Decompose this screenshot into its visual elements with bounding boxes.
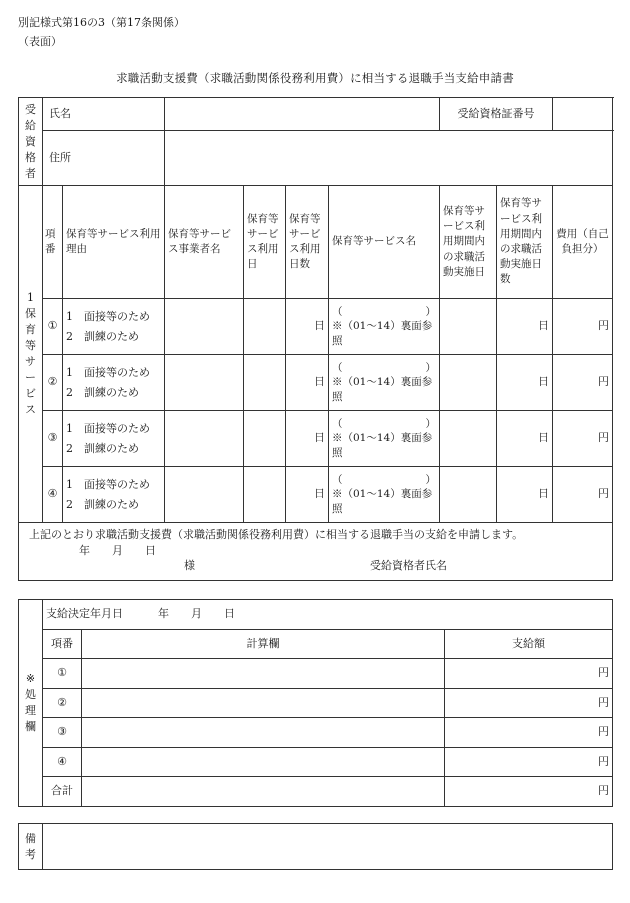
amount-field[interactable]: 円 — [445, 659, 613, 689]
col-service-name-header: 保育等サービス名 — [329, 186, 440, 299]
use-date-field[interactable] — [244, 467, 286, 523]
col-reason-header: 保育等サービス利用理由 — [63, 186, 165, 299]
row-number: ① — [43, 299, 63, 355]
calc-field[interactable] — [82, 689, 445, 718]
amount-field[interactable]: 円 — [445, 748, 613, 777]
table-row — [19, 355, 613, 411]
form-title: 求職活動支援費（求職活動関係役務利用費）に相当する退職手当支給申請書 — [116, 71, 514, 85]
col-use-days-header: 保育等サービス利用日数 — [286, 186, 329, 299]
use-date-field[interactable] — [244, 299, 286, 355]
proc-col-no-header: 項番 — [43, 630, 82, 659]
proc-row-number: ④ — [43, 748, 82, 777]
use-days-field[interactable]: 日 — [286, 467, 329, 523]
proc-row-number: ② — [43, 689, 82, 718]
use-date-field[interactable] — [244, 355, 286, 411]
processing-table — [18, 599, 613, 807]
decision-date-row — [43, 600, 613, 630]
proc-col-amount-header: 支給額 — [445, 630, 613, 659]
calc-field[interactable] — [82, 718, 445, 748]
col-no-header: 項番 — [43, 186, 63, 299]
name-label: 氏名 — [43, 98, 165, 131]
activity-days-field[interactable]: 日 — [497, 355, 553, 411]
cost-field[interactable]: 円 — [553, 299, 613, 355]
col-provider-header: 保育等サービス事業者名 — [165, 186, 244, 299]
activity-days-field[interactable]: 日 — [497, 467, 553, 523]
provider-field[interactable] — [165, 467, 244, 523]
childcare-section-label: 1 保 育 等 サ ー ビ ス — [19, 186, 43, 523]
remarks-table — [18, 823, 613, 870]
reason-options[interactable]: 1 面接等のため 2 訓練のため — [63, 467, 165, 523]
calc-total-field[interactable] — [82, 777, 445, 807]
activity-date-field[interactable] — [440, 299, 497, 355]
remarks-field[interactable] — [43, 824, 613, 870]
form-number: 別記様式第16の3（第17条関係） — [18, 16, 185, 29]
cost-field[interactable]: 円 — [553, 411, 613, 467]
declaration-block — [19, 523, 613, 581]
service-name-field[interactable]: （ ） ※（01～14）裏面参照 — [329, 355, 440, 411]
cert-no-field[interactable] — [553, 98, 613, 131]
col-activity-days-header: 保育等サービス利用期間内の求職活動実施日数 — [497, 186, 553, 299]
reason-options[interactable]: 1 面接等のため 2 訓練のため — [63, 411, 165, 467]
reason-options[interactable]: 1 面接等のため 2 訓練のため — [63, 299, 165, 355]
form-side-label: （表面） — [18, 35, 62, 48]
use-date-field[interactable] — [244, 411, 286, 467]
col-use-date-header: 保育等サービス利用日 — [244, 186, 286, 299]
activity-days-field[interactable]: 日 — [497, 411, 553, 467]
service-name-field[interactable]: （ ） ※（01～14）裏面参照 — [329, 467, 440, 523]
table-row — [19, 748, 613, 777]
row-number: ④ — [43, 467, 63, 523]
activity-date-field[interactable] — [440, 355, 497, 411]
cert-no-label: 受給資格証番号 — [440, 98, 553, 131]
proc-row-number: ① — [43, 659, 82, 689]
declaration-signature-line — [29, 558, 602, 573]
amount-field[interactable]: 円 — [445, 689, 613, 718]
cost-field[interactable]: 円 — [553, 467, 613, 523]
proc-row-number: ③ — [43, 718, 82, 748]
table-row — [19, 777, 613, 807]
table-row — [19, 718, 613, 748]
col-activity-date-header: 保育等サービス利用期間内の求職活動実施日 — [440, 186, 497, 299]
amount-field[interactable]: 円 — [445, 718, 613, 748]
processing-section-label: ※ 処 理 欄 — [19, 600, 43, 807]
declaration-date[interactable]: 年 月 日 — [79, 544, 156, 557]
address-field[interactable] — [165, 131, 613, 186]
recipient-section-label: 受 給 資 格 者 — [19, 98, 43, 186]
row-number: ② — [43, 355, 63, 411]
cost-field[interactable]: 円 — [553, 355, 613, 411]
calc-field[interactable] — [82, 659, 445, 689]
proc-col-calc-header: 計算欄 — [82, 630, 445, 659]
application-table — [18, 97, 613, 581]
activity-days-field[interactable]: 日 — [497, 299, 553, 355]
decision-date-label: 支給決定年月日 — [46, 607, 123, 621]
use-days-field[interactable]: 日 — [286, 299, 329, 355]
provider-field[interactable] — [165, 299, 244, 355]
address-label: 住所 — [43, 131, 165, 186]
col-cost-header: 費用（自己負担分） — [553, 186, 613, 299]
decision-date-field[interactable]: 年 月 日 — [158, 607, 235, 621]
name-field[interactable] — [165, 98, 440, 131]
amount-total-field[interactable]: 円 — [445, 777, 613, 807]
table-row — [19, 411, 613, 467]
addressee-label: 様 — [184, 559, 195, 572]
activity-date-field[interactable] — [440, 411, 497, 467]
service-name-field[interactable]: （ ） ※（01～14）裏面参照 — [329, 299, 440, 355]
activity-date-field[interactable] — [440, 467, 497, 523]
table-row — [19, 689, 613, 718]
table-row — [19, 467, 613, 523]
table-row — [19, 299, 613, 355]
reason-options[interactable]: 1 面接等のため 2 訓練のため — [63, 355, 165, 411]
table-row — [19, 659, 613, 689]
declaration-text: 上記のとおり求職活動支援費（求職活動関係役務利用費）に相当する退職手当の支給を申請します。 — [29, 528, 524, 541]
proc-total-label: 合計 — [43, 777, 82, 807]
remarks-label: 備 考 — [19, 824, 43, 870]
use-days-field[interactable]: 日 — [286, 411, 329, 467]
applicant-name-label: 受給資格者氏名 — [370, 559, 447, 572]
provider-field[interactable] — [165, 355, 244, 411]
row-number: ③ — [43, 411, 63, 467]
use-days-field[interactable]: 日 — [286, 355, 329, 411]
calc-field[interactable] — [82, 748, 445, 777]
service-name-field[interactable]: （ ） ※（01～14）裏面参照 — [329, 411, 440, 467]
provider-field[interactable] — [165, 411, 244, 467]
